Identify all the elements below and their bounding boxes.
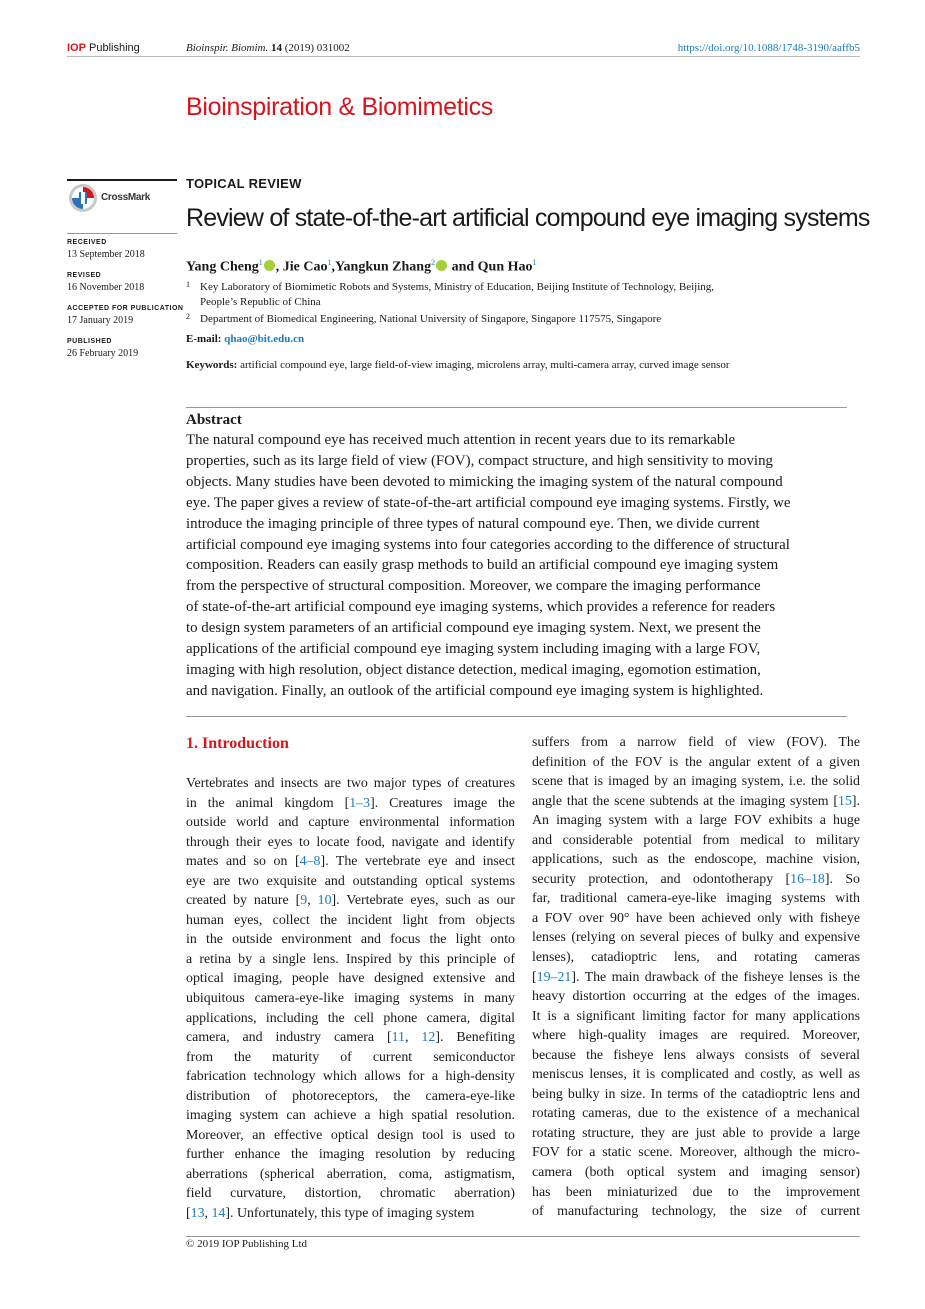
line-text: camera, and industry camera [: [186, 1030, 392, 1046]
text-line: [186, 774, 515, 794]
line-text: applications, including the cell phone camera, digital: [186, 1010, 515, 1026]
text-line: [186, 911, 515, 931]
author-name[interactable]: Yangkun Zhang: [334, 259, 432, 275]
sidebar-rule: [67, 233, 177, 234]
footer-rule: [186, 1236, 860, 1237]
line-text: ,: [204, 1206, 212, 1222]
abstract-line: imaging with high resolution, object distance detection, medical imaging, egomotion estimation,: [186, 661, 761, 678]
author-name[interactable]: and Qun Hao: [451, 259, 533, 275]
history-date: 13 September 2018: [67, 249, 145, 260]
crossmark-icon[interactable]: [68, 183, 98, 213]
line-text: An imaging system with a large FOV exhibits a huge: [532, 813, 860, 829]
affiliation: 2 Department of Biomedical Engineering, National University of Singapore, Singapore 117575, Singapore: [186, 312, 662, 325]
text-line: [186, 1204, 515, 1224]
author-list: Yang Cheng$^1$ , Jie Cao$^1$,Yangkun Zhang$^2$ and Qun Hao$^1$: [186, 258, 537, 275]
keywords: Keywords: artificial compound eye, large field-of-view imaging, microlens array, multi-camera array, curved image sensor: [186, 359, 730, 371]
line-text: [: [186, 1206, 191, 1222]
line-text: aberrations (spherical aberration, coma, astigmatism,: [186, 1166, 515, 1182]
orcid-icon[interactable]: [436, 260, 447, 271]
citation-link[interactable]: 19–21: [536, 969, 572, 985]
publisher-logo: IOP Publishing: [67, 42, 140, 54]
intro-left-column: [186, 774, 515, 1224]
line-text: It is a significant limiting factor for many applications: [532, 1008, 860, 1024]
line-text: mates and so on [: [186, 854, 300, 870]
line-text: imaging system can achieve a high spatial resolution.: [186, 1108, 515, 1124]
crossmark-label[interactable]: CrossMark: [101, 192, 150, 203]
citation-link[interactable]: 15: [838, 793, 852, 809]
author-name[interactable]: Jie Cao: [282, 259, 328, 275]
line-text: ]. Unfortunately, this type of imaging system: [225, 1206, 475, 1222]
text-line: [186, 891, 515, 911]
text-line: [186, 872, 515, 892]
abstract-line: The natural compound eye has received much attention in recent years due to its remarkable: [186, 432, 736, 448]
abstract-line: properties, such as its large field of view (FOV), compact structure, and high sensitivity to moving: [186, 452, 773, 469]
text-line: [532, 928, 860, 948]
line-text: through their eyes to locate food, navigate and identify: [186, 834, 515, 850]
history-label: REVISED: [67, 272, 102, 279]
line-text: ]. The vertebrate eye and insect: [320, 854, 515, 870]
line-text: ]. Benefiting: [435, 1030, 515, 1046]
text-line: [532, 987, 860, 1007]
doi-link[interactable]: https://doi.org/10.1088/1748-3190/aaffb5: [677, 42, 860, 54]
line-text: from the maturity of current semiconductor: [186, 1049, 515, 1065]
affiliation-continued: People’s Republic of China: [200, 296, 321, 308]
text-line: [532, 889, 860, 909]
article-type: TOPICAL REVIEW: [186, 176, 302, 191]
text-line: [186, 813, 515, 833]
email-link[interactable]: qhao@bit.edu.cn: [224, 333, 305, 345]
sidebar-top-rule: [67, 179, 177, 181]
abstract-line: introduce the imaging principle of three types of natural compound eye. Then, we divide current: [186, 515, 760, 532]
text-line: [532, 1124, 860, 1144]
text-line: [532, 1104, 860, 1124]
abstract-line: and navigation. Finally, an outlook of the artificial compound eye imaging system is highlighted.: [186, 682, 764, 699]
copyright: © 2019 IOP Publishing Ltd: [186, 1238, 308, 1250]
author-name[interactable]: Yang Cheng: [186, 259, 259, 275]
line-text: a FOV over 90° have been achieved only with fisheye: [532, 910, 860, 926]
abstract-top-rule: [186, 407, 847, 408]
line-text: lenses), catadioptric lens, and rotating cameras: [532, 950, 860, 966]
text-line: [186, 1184, 515, 1204]
text-line: [186, 930, 515, 950]
text-line: [532, 850, 860, 870]
article-title: Review of state-of-the-art artificial compound eye imaging systems: [186, 204, 870, 232]
intro-right-column: [532, 733, 860, 1222]
history-date: 17 January 2019: [67, 315, 134, 326]
line-text: ]. Creatures image the: [370, 795, 515, 811]
text-line: [186, 1067, 515, 1087]
line-text: has been miniaturized due to the improvement: [532, 1184, 860, 1200]
line-text: a retina by a single lens. Inspired by this principle of: [186, 951, 515, 967]
abstract-bottom-rule: [186, 716, 847, 717]
text-line: [532, 811, 860, 831]
line-text: suffers from a narrow field of view (FOV). The: [532, 735, 860, 750]
journal-title: Bioinspiration & Biomimetics: [186, 93, 493, 121]
corresponding-email: E-mail: qhao@bit.edu.cn: [186, 333, 305, 345]
header-divider: [67, 56, 860, 57]
line-text: FOV for a static scene. Moreover, although the micro-: [532, 1145, 860, 1161]
affiliation: 1 Key Laboratory of Biomimetic Robots and Systems, Ministry of Education, Beijing Institute of Technology, Beijing,: [186, 280, 715, 293]
citation-link[interactable]: 11: [391, 1030, 405, 1046]
line-text: rotating cameras, due to the existence of a mechanical: [532, 1106, 860, 1122]
line-text: in the animal kingdom [: [186, 795, 350, 811]
text-line: [532, 1026, 860, 1046]
abstract-line: eye. The paper gives a review of state-of-the-art artificial compound eye imaging systems. Firstly, we: [186, 494, 791, 511]
text-line: [532, 1143, 860, 1163]
text-line: [186, 950, 515, 970]
line-text: applications, such as the endoscope, machine vision,: [532, 852, 860, 868]
abstract-line: of state-of-the-art artificial compound eye imaging systems, which provides a reference for readers: [186, 599, 776, 616]
line-text: optical imaging, people have designed extensive and: [186, 971, 515, 987]
line-text: eye are two exquisite and outstanding optical systems: [186, 873, 515, 889]
line-text: because the fisheye lens always consists of several: [532, 1047, 860, 1063]
text-line: [532, 968, 860, 988]
line-text: lenses (relying on several pieces of bulky and expensive: [532, 930, 860, 946]
citation-link[interactable]: 13: [190, 1206, 205, 1222]
line-text: ].: [851, 793, 860, 809]
text-line: [186, 1048, 515, 1068]
line-text: created by nature [: [186, 893, 301, 909]
line-text: where high-quality images are required. Moreover,: [532, 1028, 860, 1044]
line-text: camera (both optical system and imaging sensor): [532, 1165, 860, 1181]
line-text: definition of the FOV is the angular extent of a given: [532, 754, 860, 770]
text-line: [186, 969, 515, 989]
line-text: ubiquitous camera-eye-like imaging systems in many: [186, 991, 515, 1007]
abstract-heading: Abstract: [186, 412, 242, 428]
line-text: in the outside environment and focus the light onto: [186, 932, 515, 948]
text-line: [532, 792, 860, 812]
abstract-line: composition. Readers can easily grasp methods to build an artificial compound eye imaging system: [186, 557, 779, 574]
journal-reference: Bioinspir. Biomim. 14 (2019) 031002: [186, 42, 350, 54]
text-line: [532, 1202, 860, 1222]
line-text: far, traditional camera-eye-like imaging systems with: [532, 891, 860, 907]
line-text: human eyes, collect the incident light from objects: [186, 912, 515, 928]
line-text: Moreover, an effective optical design tool is used to: [186, 1127, 515, 1143]
line-text: security protection, and odontotherapy [: [532, 871, 791, 887]
text-line: [532, 909, 860, 929]
line-text: being bulky in size. In terms of the catadioptric lens and: [532, 1086, 860, 1102]
abstract-line: to design system parameters of an artificial compound eye imaging system. Next, we present the: [186, 620, 761, 637]
text-line: [186, 794, 515, 814]
line-text: rotating structure, they are just able to provide a large: [532, 1125, 860, 1141]
text-line: [532, 1046, 860, 1066]
citation-link[interactable]: 1–3: [349, 795, 371, 811]
abstract-line: objects. Many studies have been devoted to mimicking the imaging system of the natural compound: [186, 473, 783, 490]
line-text: distribution of photoreceptors, the camera-eye-like: [186, 1088, 515, 1104]
citation-link[interactable]: 14: [211, 1206, 226, 1222]
text-line: [186, 833, 515, 853]
text-line: [186, 1145, 515, 1165]
text-line: [532, 733, 860, 753]
text-line: [532, 1085, 860, 1105]
history-label: RECEIVED: [67, 239, 107, 246]
text-line: [186, 1165, 515, 1185]
text-line: [532, 948, 860, 968]
line-text: field curvature, distortion, chromatic aberration): [186, 1186, 515, 1202]
line-text: and considerable potential from medical to military: [532, 832, 860, 848]
text-line: [532, 1183, 860, 1203]
text-line: [186, 1106, 515, 1126]
text-line: [532, 870, 860, 890]
line-text: [: [532, 969, 537, 985]
line-text: ]. Vertebrate eyes, such as our: [331, 893, 515, 909]
line-text: meniscus lenses, it is complicated and costly, as well as: [532, 1067, 860, 1083]
text-line: [186, 1028, 515, 1048]
citation-link[interactable]: 16–18: [790, 871, 825, 887]
text-line: [532, 753, 860, 773]
text-line: [186, 1009, 515, 1029]
history-date: 16 November 2018: [67, 282, 145, 293]
text-line: [532, 831, 860, 851]
line-text: ,: [307, 893, 318, 909]
line-text: heavy distortion occurring at the edges of the images.: [532, 989, 860, 1005]
line-text: ,: [405, 1030, 422, 1046]
section-heading: 1. Introduction: [186, 735, 289, 752]
citation-link[interactable]: 12: [421, 1030, 436, 1046]
history-label: ACCEPTED FOR PUBLICATION: [67, 305, 184, 312]
citation-link[interactable]: 4–8: [299, 854, 321, 870]
line-text: fabrication technology which allows for a high-density: [186, 1069, 515, 1085]
orcid-icon[interactable]: [264, 260, 275, 271]
abstract-body: [186, 430, 863, 702]
text-line: [532, 1007, 860, 1027]
text-line: [532, 1163, 860, 1183]
text-line: [186, 1087, 515, 1107]
text-line: [186, 989, 515, 1009]
line-text: angle that the scene subtends at the imaging system [: [532, 793, 838, 809]
line-text: further enhance the imaging resolution by reducing: [186, 1147, 515, 1163]
line-text: of manufacturing technology, the size of current: [532, 1204, 860, 1220]
citation-link[interactable]: 9: [300, 893, 308, 909]
text-line: [532, 1065, 860, 1085]
line-text: ]. The main drawback of the fisheye lenses is the: [571, 969, 860, 985]
abstract-line: from the perspective of structural composition. Moreover, we compare the imaging performance: [186, 578, 761, 595]
text-line: [186, 1126, 515, 1146]
line-text: outside world and capture environmental information: [186, 815, 515, 831]
history-label: PUBLISHED: [67, 338, 112, 345]
citation-link[interactable]: 10: [317, 893, 332, 909]
line-text: scene that is imaged by an imaging system, i.e. the solid: [532, 774, 860, 790]
text-line: [186, 852, 515, 872]
history-date: 26 February 2019: [67, 348, 139, 359]
text-line: [532, 772, 860, 792]
abstract-line: artificial compound eye imaging systems into four categories according to the difference of structural: [186, 536, 790, 553]
line-text: ]. So: [824, 871, 860, 887]
abstract-line: applications of the artificial compound eye imaging system including imaging with a large FOV,: [186, 641, 761, 658]
line-text: Vertebrates and insects are two major types of creatures: [186, 776, 515, 791]
